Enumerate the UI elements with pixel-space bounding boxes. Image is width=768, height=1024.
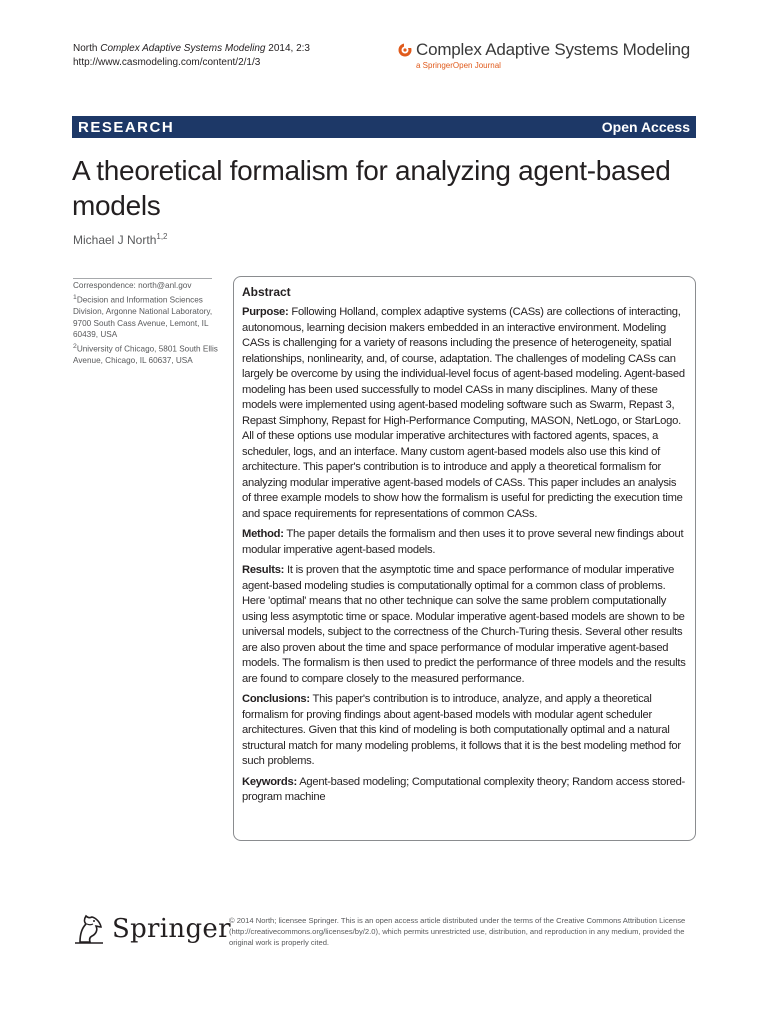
section-label: RESEARCH	[78, 118, 175, 136]
article-url[interactable]: http://www.casmodeling.com/content/2/1/3	[73, 57, 261, 68]
affiliation-1	[73, 292, 223, 341]
keywords-text: Agent-based modeling; Computational complexity theory; Random access stored-program machine	[242, 775, 686, 803]
springer-horse-icon	[72, 912, 106, 946]
abstract-conclusions	[242, 692, 687, 770]
affiliation-1-text: Decision and Information Sciences Division, Argonne National Laboratory, 9700 South Cass Avenue, Lemont, IL 60439, USA	[73, 295, 213, 340]
author-affiliation-markers: 1,2	[156, 232, 168, 241]
results-label: Results:	[242, 564, 285, 576]
citation-line	[73, 42, 310, 56]
author-line	[73, 232, 168, 247]
method-label: Method:	[242, 528, 284, 540]
method-text: The paper details the formalism and then uses it to prove several new findings about modular imperative agent-based models.	[242, 528, 684, 556]
results-text: It is proven that the asymptotic time and space performance of modular imperative agent-based modeling studies is computationally optimal for a common class of problems. Here 'optimal' means that no other technique can solve the same problem computationally using less asymptotic time or space. Modular imperative agent-based models are shown to be universal models, subject to the correctness of the Church-Turing thesis. Several other results are also proven about the time and space performance of modular imperative agent-based models. The formalism is then used to predict the performance of three models and the results are found to compare closely to the measured performance.	[242, 564, 686, 685]
conclusions-label: Conclusions:	[242, 693, 310, 705]
license-notice: © 2014 North; licensee Springer. This is an open access article distributed under the terms of the Creative Commons Attribution License (http://creativecommons.org/licenses/by/2.0), which permits unrestricted use, distribution, and reproduction in any medium, provided the original work is properly cited.	[229, 916, 686, 947]
abstract-purpose	[242, 305, 687, 522]
affiliation-2	[73, 341, 223, 367]
purpose-text: Following Holland, complex adaptive systems (CASs) are collections of interacting, autonomous, learning decision makers embedded in an interactive environment. Modeling CASs is challenging for a variety of reasons including the presence of heterogeneity, spatial relationships, nonlinearity, and, of course, adaptation. The challenges of modeling CASs can largely be overcome by using the individual-level focus of agent-based modeling. Agent-based modeling has been used successfully to model CASs in many disciplines. Many of these models were implemented using agent-based modeling software such as Swarm, Repast 3, Repast Simphony, Repast for High-Performance Computing, MASON, NetLogo, or StarLogo. All of these options use modular imperative architectures with factored agents, spaces, a scheduler, logs, and an interface. Many custom agent-based models also use this kind of architecture. This paper's contribution is to introduce and apply a theoretical formalism for analyzing modular imperative agent-based models of CASs. This paper includes an analysis of three example models to show how the formalism is useful for predicting the execution time and space requirements for representations of common CASs.	[242, 306, 685, 520]
citation-journal: Complex Adaptive Systems Modeling	[100, 43, 266, 54]
abstract-method	[242, 527, 687, 558]
abstract-heading: Abstract	[242, 285, 291, 299]
abstract-box	[233, 276, 696, 841]
affiliation-1-marker: 1	[73, 293, 77, 301]
journal-logo-icon	[398, 43, 412, 57]
affiliations	[73, 280, 223, 367]
correspondence-email[interactable]: Correspondence: north@anl.gov	[73, 281, 192, 290]
journal-logo-title: Complex Adaptive Systems Modeling	[416, 40, 691, 59]
keywords-label: Keywords:	[242, 775, 297, 788]
affiliation-divider	[73, 278, 212, 279]
affiliation-2-text: University of Chicago, 5801 South Ellis Avenue, Chicago, IL 60637, USA	[73, 344, 218, 366]
article-title: A theoretical formalism for analyzing agent-based models	[72, 155, 671, 221]
springer-wordmark: Springer	[112, 914, 231, 944]
citation-author: North	[73, 43, 98, 54]
author-name: Michael J North	[73, 233, 157, 247]
springer-logo	[72, 912, 231, 946]
open-access-badge: Open Access	[601, 119, 690, 135]
purpose-label: Purpose:	[242, 306, 289, 318]
abstract-results	[242, 563, 687, 687]
citation-volume: 2014, 2:3	[268, 43, 310, 54]
conclusions-text: This paper's contribution is to introduce, analyze, and apply a theoretical formalism for proving findings about agent-based models with modular agent scheduler architectures. Given that this kind of modeling is both computationally optimal and a natural structural match for many modeling problems, it follows that it is the best modeling method for such problems.	[242, 693, 681, 767]
section-banner	[72, 116, 696, 138]
citation-header	[73, 42, 310, 70]
journal-logo	[398, 40, 696, 70]
affiliation-2-marker: 2	[73, 342, 77, 350]
abstract-keywords	[242, 775, 687, 806]
journal-logo-subtitle: a SpringerOpen Journal	[416, 61, 501, 70]
